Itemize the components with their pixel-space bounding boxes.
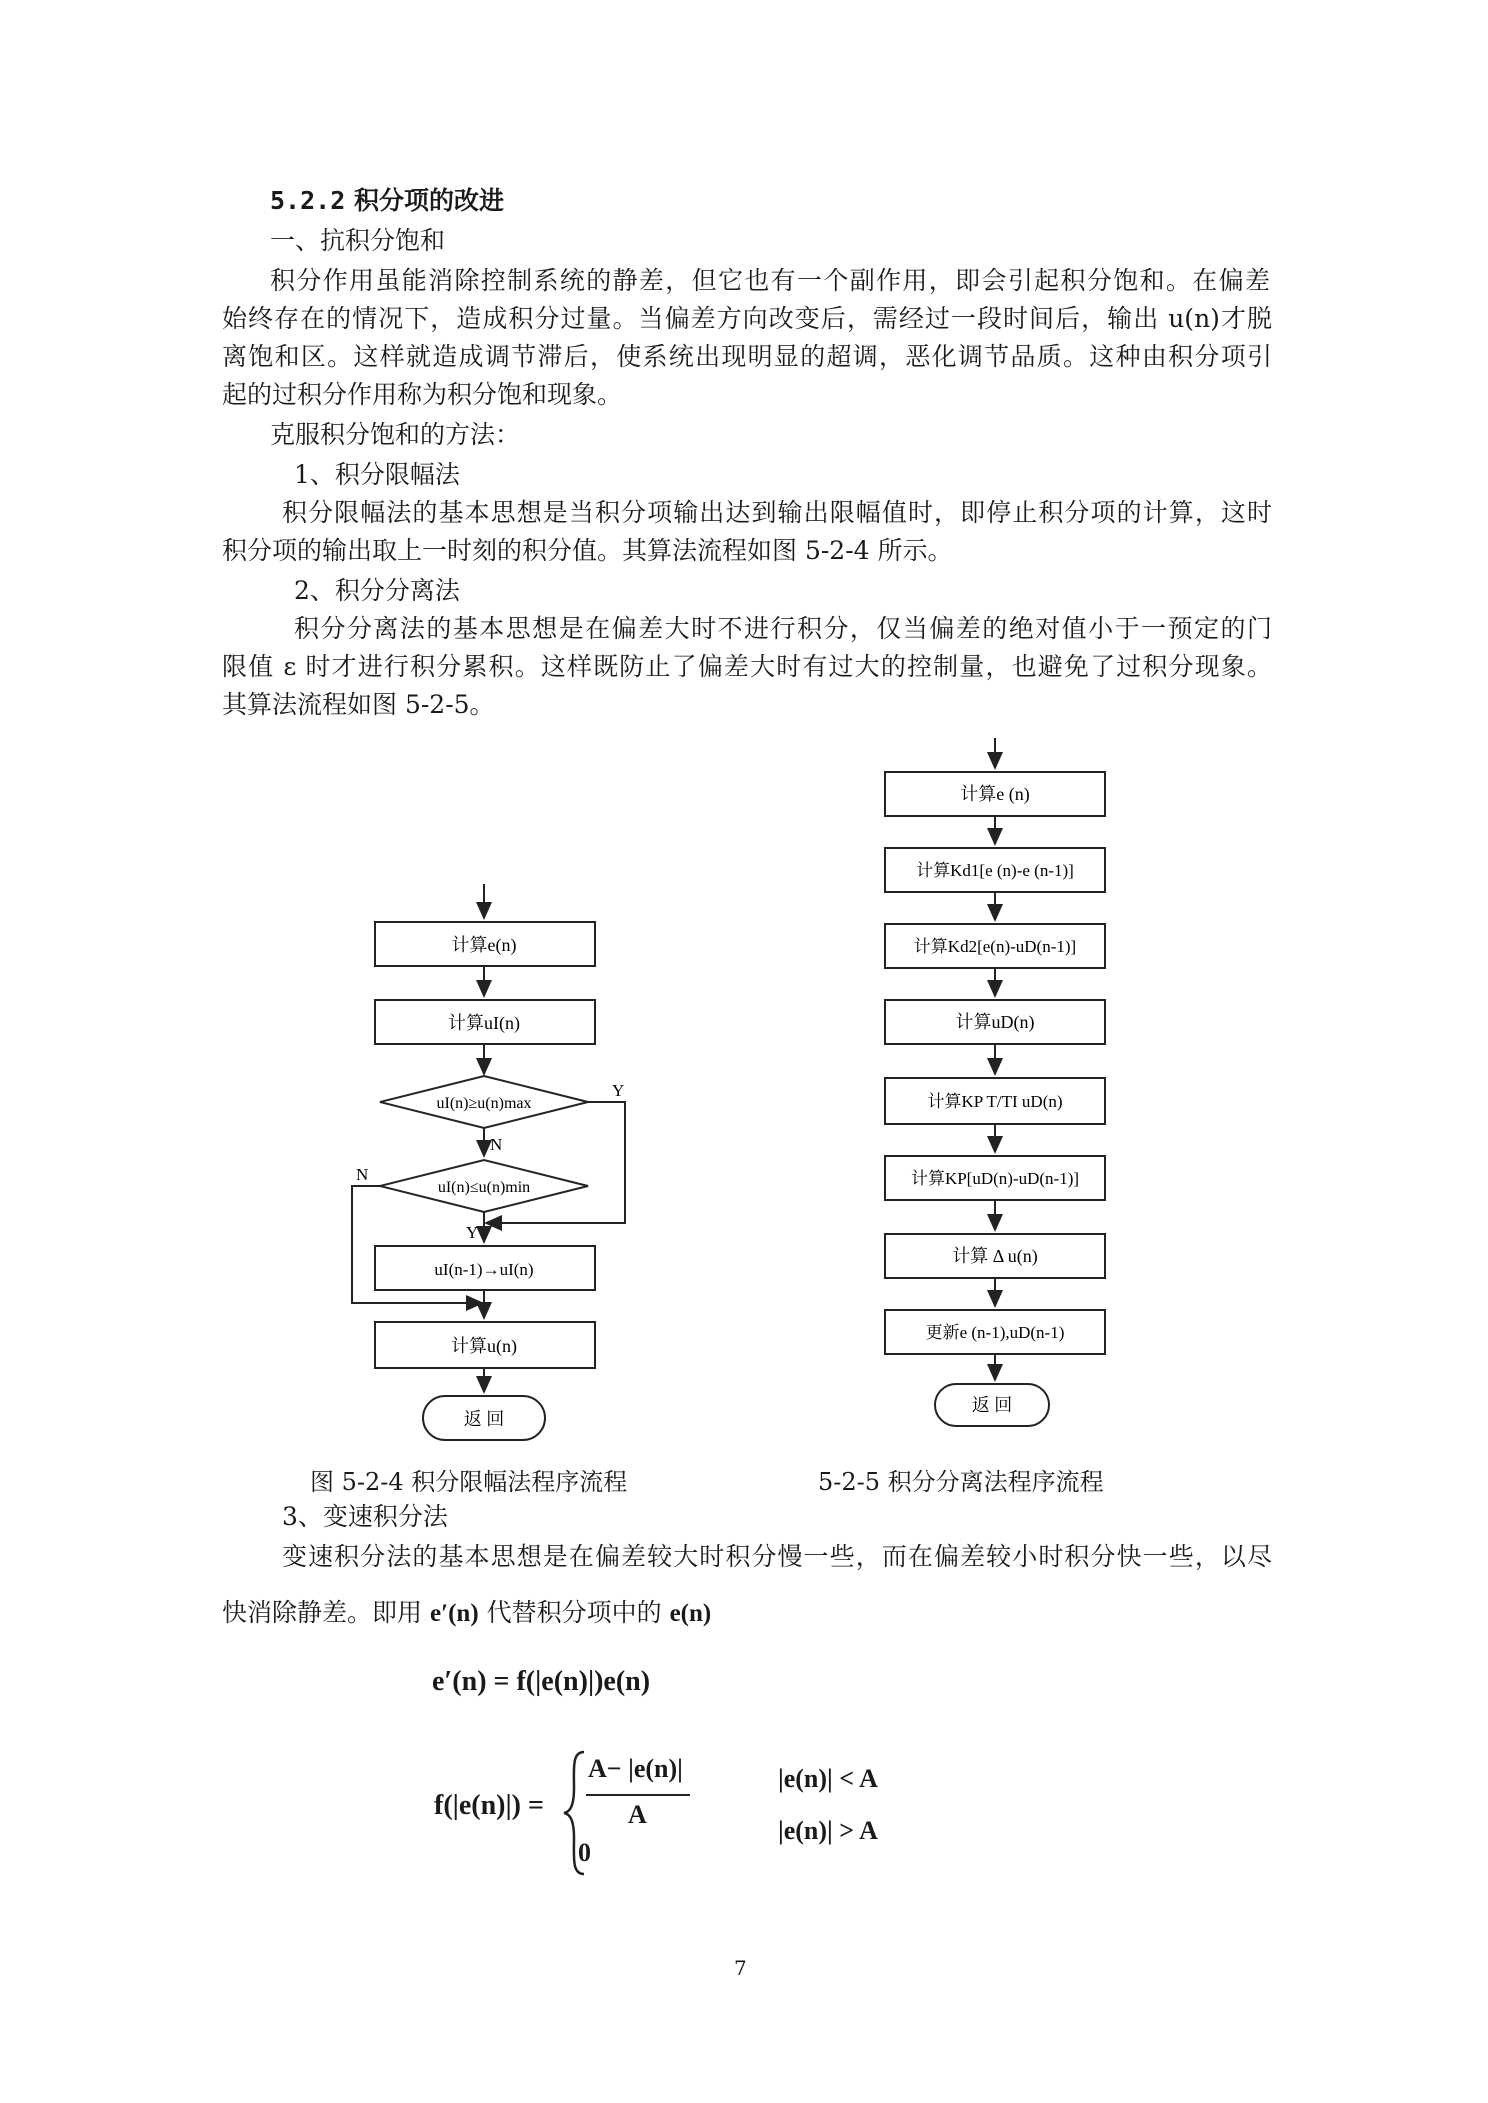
method-intro: 克服积分饱和的方法： bbox=[270, 420, 521, 449]
flow1-label-no: N bbox=[356, 1165, 369, 1184]
paragraph-line: 限值 ε 时才进行积分累积。这样既防止了偏差大时有过大的控制量，也避免了过积分现象。 bbox=[222, 652, 1272, 681]
paragraph-line: 积分作用虽能消除控制系统的静差，但它也有一个副作用，即会引起积分饱和。在偏差 bbox=[270, 266, 1270, 295]
flow2-box-1: 计算e (n) bbox=[960, 784, 1030, 804]
paragraph-line: 变速积分法的基本思想是在偏差较大时积分慢一些，而在偏差较小时积分快一些，以尽 bbox=[282, 1542, 1272, 1571]
figure-caption-5-2-4: 图 5-2-4 积分限幅法程序流程 bbox=[310, 1468, 628, 1496]
flow1-box-2: 计算uI(n) bbox=[448, 1013, 520, 1033]
piecewise-case-1-denominator: A bbox=[628, 1800, 647, 1829]
piecewise-case-2-condition: |e(n)| > A bbox=[778, 1816, 878, 1845]
flow1-end: 返 回 bbox=[463, 1409, 505, 1429]
flow1-label-yes: Y bbox=[612, 1081, 625, 1100]
method-2-heading: 2、积分分离法 bbox=[294, 576, 460, 605]
section-number: 5.2.2 bbox=[270, 186, 346, 215]
paragraph-line: 积分限幅法的基本思想是当积分项输出达到输出限幅值时，即停止积分项的计算，这时 bbox=[282, 498, 1272, 527]
paragraph-line: 积分分离法的基本思想是在偏差大时不进行积分，仅当偏差的绝对值小于一预定的门 bbox=[294, 614, 1272, 643]
flow1-box-1: 计算e(n) bbox=[451, 935, 517, 955]
section-heading bbox=[270, 184, 504, 218]
flow1-label-no: N bbox=[490, 1135, 503, 1154]
formula-f-lhs: f(|e(n)|) = bbox=[434, 1790, 544, 1821]
figure-caption-5-2-5: 5-2-5 积分分离法程序流程 bbox=[818, 1468, 1104, 1496]
piecewise-case-2: 0 bbox=[578, 1838, 591, 1867]
text-run: 代替积分项中的 bbox=[486, 1598, 662, 1627]
flow2-end: 返 回 bbox=[971, 1395, 1013, 1415]
paragraph-line: 离饱和区。这样就造成调节滞后，使系统出现明显的超调，恶化调节品质。这种由积分项引 bbox=[222, 342, 1272, 371]
paragraph-line: 起的过积分作用称为积分饱和现象。 bbox=[222, 380, 623, 409]
subsection-anti-windup: 一、抗积分饱和 bbox=[270, 226, 446, 255]
section-title: 积分项的改进 bbox=[353, 186, 504, 215]
page-number: 7 bbox=[734, 1956, 747, 1980]
flow2-box-4: 计算uD(n) bbox=[955, 1012, 1035, 1032]
flow1-box-4: 计算u(n) bbox=[451, 1336, 517, 1356]
flow1-label-yes: Y bbox=[466, 1223, 479, 1242]
piecewise-case-1-numerator: A− |e(n)| bbox=[588, 1754, 683, 1783]
flow1-box-3: uI(n-1)→uI(n) bbox=[434, 1260, 534, 1279]
flow2-box-7: 计算 Δ u(n) bbox=[952, 1246, 1038, 1266]
piecewise-case-1-condition: |e(n)| < A bbox=[778, 1764, 878, 1793]
method-1-heading: 1、积分限幅法 bbox=[294, 460, 460, 489]
formula-e-prime: e′(n) = f(|e(n)|)e(n) bbox=[432, 1666, 651, 1697]
math-e-n: e(n) bbox=[669, 1600, 712, 1627]
math-e-prime: e′(n) bbox=[429, 1600, 479, 1627]
flow2-box-2: 计算Kd1[e (n)-e (n-1)] bbox=[916, 861, 1074, 880]
flowchart-integral-separation bbox=[880, 738, 1120, 1450]
method-3-heading: 3、变速积分法 bbox=[282, 1502, 448, 1531]
flow1-decision-1: uI(n)≥u(n)max bbox=[436, 1095, 532, 1112]
paragraph-line: 其算法流程如图 5-2-5。 bbox=[222, 690, 495, 719]
flow2-box-5: 计算KP T/TI uD(n) bbox=[927, 1092, 1063, 1111]
flowchart-integral-limiting bbox=[340, 880, 670, 1450]
flow2-box-6: 计算KP[uD(n)-uD(n-1)] bbox=[910, 1169, 1080, 1188]
flow1-decision-2: uI(n)≤u(n)min bbox=[437, 1179, 531, 1196]
paragraph-line: 始终存在的情况下，造成积分过量。当偏差方向改变后，需经过一段时间后，输出 u(n)才脱 bbox=[222, 304, 1272, 333]
paragraph-line bbox=[222, 1596, 711, 1631]
paragraph-line: 积分项的输出取上一时刻的积分值。其算法流程如图 5-2-4 所示。 bbox=[222, 536, 953, 565]
flow2-box-3: 计算Kd2[e(n)-uD(n-1)] bbox=[913, 937, 1077, 956]
flow2-box-8: 更新e (n-1),uD(n-1) bbox=[925, 1323, 1065, 1342]
fraction-bar bbox=[586, 1794, 690, 1796]
text-run: 快消除静差。即用 bbox=[222, 1598, 423, 1627]
